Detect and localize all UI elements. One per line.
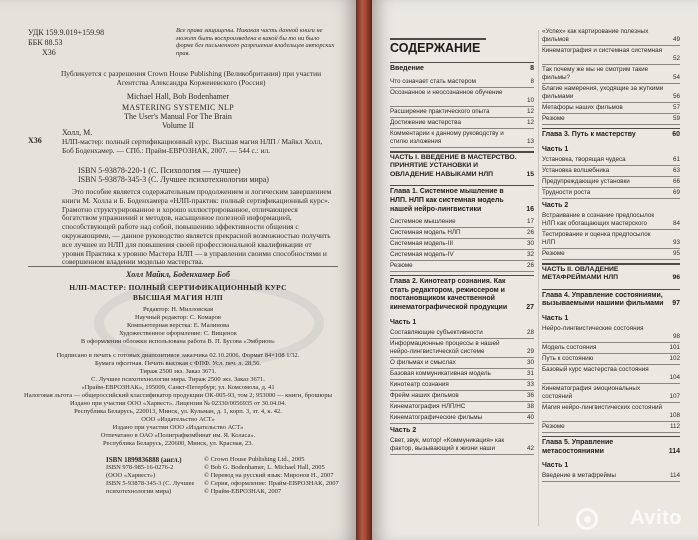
toc-entry-label: Кинематография и системная системная: [542, 47, 680, 55]
toc-separator: [542, 176, 680, 177]
toc-entry-label: Составляющие субъективности: [390, 329, 534, 337]
toc-subsection: Часть 2: [390, 426, 417, 434]
toc-entry: [542, 231, 680, 247]
toc-separator: [542, 432, 680, 433]
toc-page-number: 12: [526, 107, 534, 115]
toc-rule: [390, 185, 534, 186]
toc-entry-label: Так почему же мы не смотрим такие фильмы?: [542, 66, 680, 82]
toc-page-number: 15: [526, 170, 534, 178]
toc-page-number: 101: [669, 344, 680, 351]
bbk-code: ББК 88.53: [28, 38, 63, 47]
isbn-line-2: ISBN 5-93878-345-3 (С. Лучшее психотехнологии мира): [78, 175, 269, 184]
toc-page-number: 33: [526, 380, 534, 388]
original-subtitle: The User's Manual For The Brain: [124, 112, 232, 121]
toc-page-number: 61: [672, 155, 680, 163]
toc-page-number: 26: [526, 229, 534, 237]
toc-separator: [542, 421, 680, 422]
isbn-line: психотехнологии мира): [106, 488, 172, 495]
toc-entry: [390, 370, 534, 378]
toc-page-number: 96: [672, 274, 680, 282]
print-info-line: Отпечатано в ОАО «Полиграфкомбинат им. Я. Коласа».: [100, 432, 256, 439]
copyright-line: © Перевод на русский язык: Миронов Н., 2007: [204, 472, 334, 479]
credit-line: Художественное оформление: С. Вищенок: [119, 330, 237, 337]
toc-separator: [542, 353, 680, 354]
toc-page-number: 31: [526, 369, 534, 377]
toc-entry-label: Осознанное и неосознанное обучение: [390, 89, 534, 97]
toc-page-number: 52: [672, 55, 680, 62]
toc-separator: [542, 45, 680, 46]
toc-page-number: 29: [526, 347, 534, 355]
toc-title: СОДЕРЖАНИЕ: [390, 41, 481, 55]
original-title: MASTERING SYSTEMIC NLP: [122, 103, 234, 112]
toc-entry: [542, 423, 680, 431]
udk-code: УДК 159.9.019+159.98: [28, 28, 105, 37]
toc-page-number: 27: [526, 303, 534, 311]
toc-entry-label: О фильмах и смыслах: [390, 359, 534, 367]
toc-rule: [390, 275, 534, 276]
toc-separator: [542, 229, 680, 230]
toc-entry-label: Модель состояния: [542, 344, 680, 352]
toc-rule: [542, 436, 680, 437]
isbn-block: [106, 456, 194, 496]
toc-entry-label: Свет, звук, мотор! «Коммуникация» как фактор, вызывающий к жизни наши: [390, 437, 534, 453]
toc-separator: [390, 260, 534, 261]
toc-entry: [390, 414, 534, 422]
toc-entry: [390, 240, 534, 248]
toc-page-number: 8: [530, 65, 534, 72]
toc-entry: [390, 359, 534, 367]
toc-entry-label: Благие намерения, уходящие за жуткими фильмами: [542, 85, 680, 101]
toc-part-heading: ЧАСТЬ II. ОВЛАДЕНИЕ МЕТАФРЕЙМАМИ НЛП 96: [542, 265, 680, 282]
print-info-line: Издано при участии ООО «Издательство АСТ»: [112, 424, 244, 431]
toc-page-number: 16: [526, 205, 534, 213]
toc-separator: [542, 83, 680, 84]
toc-separator: [390, 147, 534, 148]
toc-separator: [542, 113, 680, 114]
isbn-line: ISBN 5-93878-345-3 (С. Лучшее: [106, 480, 195, 487]
toc-separator: [542, 402, 680, 403]
toc-entry-label: Комментарии к данному руководству и стилю изложения: [390, 130, 534, 146]
toc-separator: [390, 390, 534, 391]
toc-page-number: 59: [672, 115, 680, 122]
toc-entry-label: Магия нейро-лингвистических состояний: [542, 404, 680, 412]
toc-entry: [390, 381, 534, 389]
ru-subtitle: ВЫСШАЯ МАГИЯ НЛП: [133, 293, 223, 302]
toc-entry: [542, 66, 680, 82]
print-info-line: Республика Беларусь, 220013, Минск, ул. Кульман, д. 1, корп. 3, эт. 4, к. 42.: [74, 408, 282, 415]
toc-entry: [542, 156, 680, 164]
toc-page-number: 108: [669, 412, 680, 419]
toc-page-number: 30: [526, 240, 534, 248]
toc-entry-label: Что означает стать мастером: [390, 78, 534, 86]
toc-separator: [542, 364, 680, 365]
toc-page-number: 36: [526, 391, 534, 399]
toc-entry-label: Системная модель НЛП: [390, 229, 534, 237]
toc-page-number: 114: [669, 472, 680, 480]
right-page: [372, 0, 698, 540]
toc-entry-label: Кинематографические фильмы: [390, 414, 534, 422]
annotation: Это пособие является содержательным продолжением и логическим завершением книги М. Холла и Б. Боденхамера «НЛП-практик: полный сертификационный курс». Грамотно структурированное и хорошо иллюстрированное, отличающееся богатством упражнений и методов, насыщенное полезной информацией, способствующей работе над собой, повышению эффективности общения с окружающими, — данное руководство является прекрасной возможностью получить все лучшее из НЛП для повышения своей профессиональной квалификации от уровня Практика к уровню Мастера НЛП — в управлении своими способностями и совершенном владении моделью мастерства.: [62, 187, 332, 267]
toc-entry: [542, 178, 680, 186]
credit-line: Компьютерная верстка: Е. Малинова: [127, 322, 229, 329]
toc-entry-label: Кинотеатр сознания: [390, 381, 534, 389]
credit-line: Редактор: Н. Милловская: [142, 306, 214, 313]
toc-entry-label: Нейро-лингвистические состояния: [542, 325, 680, 333]
copyright-block: [204, 456, 339, 496]
toc-page-number: 84: [672, 219, 680, 227]
toc-page-number: 40: [526, 413, 534, 421]
toc-entry: [542, 28, 680, 44]
toc-entry-label: Кинематография НЛП/НС: [390, 403, 534, 411]
toc-chapter-heading: Глава 3. Путь к мастерству 60: [542, 131, 680, 138]
toc-entry: [390, 392, 534, 400]
ru-authors: Холл Майкл, Боденхамер Боб: [126, 270, 230, 279]
toc-entry: [390, 218, 534, 226]
toc-rule: [390, 151, 534, 153]
toc-entry-label: Путь к состоянию: [542, 355, 680, 363]
toc-entry-label: Резюме: [542, 250, 680, 258]
toc-separator: [542, 481, 680, 482]
toc-entry: [390, 437, 534, 453]
toc-separator: [390, 412, 534, 413]
print-info-line: Бумага офсетная. Печать высокая с ФПФ. Усл. печ. л. 28,56.: [95, 360, 261, 367]
toc-separator: [542, 64, 680, 65]
toc-page-number: 26: [526, 262, 534, 270]
toc-page-number: 112: [669, 423, 680, 430]
toc-entry-label: Системное мышление: [390, 218, 534, 226]
credits-list: [0, 306, 356, 346]
toc-page-number: 13: [526, 137, 534, 145]
toc-separator: [390, 368, 534, 369]
copyright-line: © Прайм-ЕВРОЗНАК, 2007: [204, 488, 282, 495]
toc-page-number: 56: [672, 93, 680, 100]
toc-page-number: 114: [668, 447, 680, 455]
toc-entry: [542, 385, 680, 401]
toc-page-number: 42: [526, 444, 534, 452]
toc-entry-label: Метафоры наших фильмов: [542, 104, 680, 112]
print-info-line: Тираж 2500 экз. Заказ 3671.: [139, 368, 217, 375]
toc-separator: [542, 259, 680, 260]
catalog-description: НЛП-мастер: полный сертификационный курс. Высшая магия НЛП / Майкл Холл, Боб Боденхамер. — СПб.: Прайм-ЕВРОЗНАК, 2007. — 544 с.: ил.: [62, 137, 323, 155]
print-info-line: Налоговая льгота — общероссийский классификатор продукции ОК-005-93, том 2; 953000 — книги, брошюры: [24, 392, 332, 399]
toc-separator: [390, 401, 534, 402]
toc-separator: [390, 128, 534, 129]
print-info-line: «Прайм-ЕВРОЗНАК», 195009, Санкт-Петербург, ул. Комсомола, д. 41: [81, 384, 275, 391]
toc-entry: [390, 108, 534, 116]
toc-page-number: 28: [526, 328, 534, 336]
toc-entry: [542, 104, 680, 112]
toc-rule: [542, 263, 680, 265]
toc-entry-label: Достижение мастерства: [390, 119, 534, 127]
toc-page-number: 54: [672, 74, 680, 81]
toc-page-number: 32: [526, 251, 534, 259]
print-info-line: Республика Беларусь, 220600, Минск, ул. Красная, 23.: [102, 440, 254, 447]
toc-entry-label: Предупреждающие установки: [542, 178, 680, 186]
author-entry: Холл, М.: [62, 128, 93, 137]
toc-chapter-heading: Глава 1. Системное мышление в НЛП. НЛП как системная модель нашей нейро-лингвистики 16: [390, 188, 534, 213]
toc-entry: [390, 78, 534, 86]
toc-entry: [542, 472, 680, 480]
toc-separator: [542, 248, 680, 249]
toc-column-right: [542, 28, 680, 528]
toc-entry: [542, 404, 680, 420]
toc-entry-label: Информационные процессы в нашей нейро-лингвистической системе: [390, 340, 534, 356]
isbn-line: ISBN 1899836888 (англ.): [106, 456, 182, 464]
toc-page-number: 102: [669, 355, 680, 362]
toc-rule: [390, 62, 534, 63]
toc-entry: [390, 89, 534, 105]
toc-rule: [542, 128, 680, 129]
toc-page-number: 66: [672, 177, 680, 185]
toc-entry-label: Системная модель-IV: [390, 251, 534, 259]
print-info-line: С. Лучшее психотехнологии мира. Тираж 2500 экз. Заказ 3671.: [91, 376, 265, 383]
toc-entry: [542, 212, 680, 228]
toc-page-number: 63: [672, 166, 680, 174]
toc-separator: [390, 423, 534, 424]
toc-page-number: 12: [526, 118, 534, 126]
toc-subsection: Часть 1: [542, 462, 569, 470]
toc-part-heading: ЧАСТЬ I. ВВЕДЕНИЕ В МАСТЕРСТВО. ПРИНЯТИЕ УСТАНОВКИ И ОВЛАДЕНИЕ НАВЫКАМИ НЛП 15: [390, 153, 534, 178]
toc-chapter-heading: Глава 4. Управление состояниями, вызываемыми нашими фильмами 97: [542, 291, 680, 308]
toc-separator: [390, 357, 534, 358]
toc-separator: [390, 227, 534, 228]
print-info-line: Подписано в печать с готовых диапозитивов заказчика 02.10.2006. Формат 84×108 1/32.: [56, 352, 300, 359]
toc-page-number: 57: [672, 104, 680, 111]
toc-entry: [390, 130, 534, 146]
toc-entry-label: Встраивание в сознание предпосылок НЛП как обогащающих мастерского: [542, 212, 680, 228]
toc-entry-label: Установка волшебника: [542, 167, 680, 175]
toc-subsection: Часть 1: [542, 145, 569, 153]
original-volume: Volume II: [161, 121, 195, 130]
avito-logo-icon: [576, 508, 598, 530]
toc-separator: [542, 383, 680, 384]
toc-entry: [542, 250, 680, 258]
toc-separator: [542, 102, 680, 103]
toc-column-left: [390, 60, 534, 530]
toc-page-number: 104: [669, 374, 680, 381]
toc-entry: [542, 344, 680, 352]
toc-page-number: 10: [526, 96, 534, 104]
print-info-line: ООО «Издательство АСТ»: [141, 416, 215, 423]
watermark: Avito: [630, 507, 682, 529]
toc-entry: [390, 119, 534, 127]
side-code: Х36: [28, 136, 42, 145]
toc-separator: [542, 165, 680, 166]
toc-entry: [390, 329, 534, 337]
toc-entry: [542, 189, 680, 197]
toc-chapter-heading: Глава 5. Управление метасостояниями 114: [542, 439, 680, 455]
toc-page-number: 8: [530, 77, 534, 85]
print-info-line: Издано при участии ООО «Харвест». Лицензия № 02330/0056935 от 30.04.04.: [70, 400, 286, 407]
publication-permission: Публикуется с разрешения Crown House Publishing (Великобритания) при участии Агентства Александра Корженевского (Россия): [60, 69, 322, 87]
print-info: [0, 352, 356, 448]
toc-entry-label: Фрейм наших фильмов: [390, 392, 534, 400]
copyright-line: © Crown House Publishing Ltd., 2005: [204, 456, 305, 463]
toc-separator: [390, 454, 534, 455]
toc-page-number: 17: [526, 218, 534, 226]
toc-entry-label: Установка, творящая чудеса: [542, 156, 680, 164]
toc-page-number: 38: [526, 402, 534, 410]
original-authors: Michael Hall, Bob Bodenhamer: [126, 92, 230, 101]
copyright-line: © Серия, оформление: Прайм-ЕВРОЗНАК, 2007: [204, 480, 339, 487]
toc-page-number: 93: [672, 238, 680, 246]
toc-separator: [390, 117, 534, 118]
toc-rule: [542, 289, 680, 290]
toc-separator: [542, 187, 680, 188]
toc-entry-label: Введение в метафреймы: [542, 472, 680, 480]
column-divider: [538, 30, 539, 526]
toc-page-number: 69: [672, 188, 680, 196]
toc-entry-label: Базовая коммуникативная модель: [390, 370, 534, 378]
toc-entry: [542, 366, 680, 382]
toc-page-number: 98: [672, 333, 680, 340]
toc-separator: [542, 198, 680, 199]
toc-entry: [390, 262, 534, 270]
toc-entry: [542, 47, 680, 63]
toc-entry: [390, 251, 534, 259]
toc-separator: [390, 271, 534, 272]
toc-page-number: 30: [526, 358, 534, 366]
toc-entry-label: Базовый курс мастерства состояния: [542, 366, 680, 374]
toc-page-number: 49: [672, 36, 680, 43]
toc-entry: [390, 229, 534, 237]
credit-line: Научный редактор: С. Комаров: [135, 314, 221, 321]
toc-entry: [390, 403, 534, 411]
toc-separator: [542, 124, 680, 125]
toc-chapter-heading: Введение 8: [390, 65, 534, 72]
toc-entry: [390, 340, 534, 356]
toc-page-number: 107: [669, 393, 680, 400]
toc-page-number: 97: [672, 300, 680, 308]
toc-entry-label: Резюме: [542, 115, 680, 123]
toc-separator: [390, 106, 534, 107]
isbn-line-1: ISBN 5-93878-220-1 (С. Психология — лучшее): [78, 166, 241, 175]
toc-entry: [542, 85, 680, 101]
divider: [28, 266, 338, 267]
toc-entry-label: Кинематография эмоциональных состояний: [542, 385, 680, 401]
rights-notice: Все права защищены. Никакая часть данной книги не может быть воспроизведена в какой бы то ни было форме без письменного разрешения владельцев авторских прав.: [176, 27, 335, 57]
toc-entry-label: Трудности роста: [542, 189, 680, 197]
toc-separator: [542, 342, 680, 343]
book-spine: [356, 0, 372, 540]
toc-entry: [542, 167, 680, 175]
toc-separator: [390, 338, 534, 339]
toc-entry: [542, 115, 680, 123]
toc-subsection: Часть 1: [390, 318, 417, 326]
toc-page-number: 60: [672, 131, 680, 138]
toc-entry-label: «Успех» как картирование полезных фильмов: [542, 28, 680, 44]
toc-entry: [542, 355, 680, 363]
credit-line: В оформлении обложки использована работа В. П. Бусова «Эмбрион»: [80, 338, 276, 345]
toc-separator: [390, 249, 534, 250]
toc-separator: [390, 238, 534, 239]
toc-entry-label: Системная модель-III: [390, 240, 534, 248]
isbn-line: ISBN 978-985-16-0276-2: [106, 464, 174, 471]
toc-entry-label: Расширение практического опыта: [390, 108, 534, 116]
toc-page-number: 95: [672, 249, 680, 257]
toc-separator: [390, 379, 534, 380]
toc-entry-label: Резюме: [390, 262, 534, 270]
toc-separator: [390, 87, 534, 88]
toc-subsection: Часть 2: [542, 201, 569, 209]
isbn-line: (ООО «Харвест»): [106, 472, 156, 479]
ru-title: НЛП-МАСТЕР: ПОЛНЫЙ СЕРТИФИКАЦИОННЫЙ КУРС: [69, 283, 287, 292]
copyright-line: © Bob G. Bodenhamer, L. Michael Hall, 2005: [204, 464, 325, 471]
toc-subsection: Часть 1: [542, 315, 569, 322]
toc-entry-label: Резюме: [542, 423, 680, 431]
author-code: Х36: [42, 48, 56, 57]
toc-chapter-heading: Глава 2. Кинотеатр сознания. Как стать редактором, режиссером и постановщиком качественной кинематографической продукции 27: [390, 278, 534, 311]
toc-entry: [542, 325, 680, 341]
toc-entry-label: Тестирование и оценка предпосылок НЛП: [542, 231, 680, 247]
